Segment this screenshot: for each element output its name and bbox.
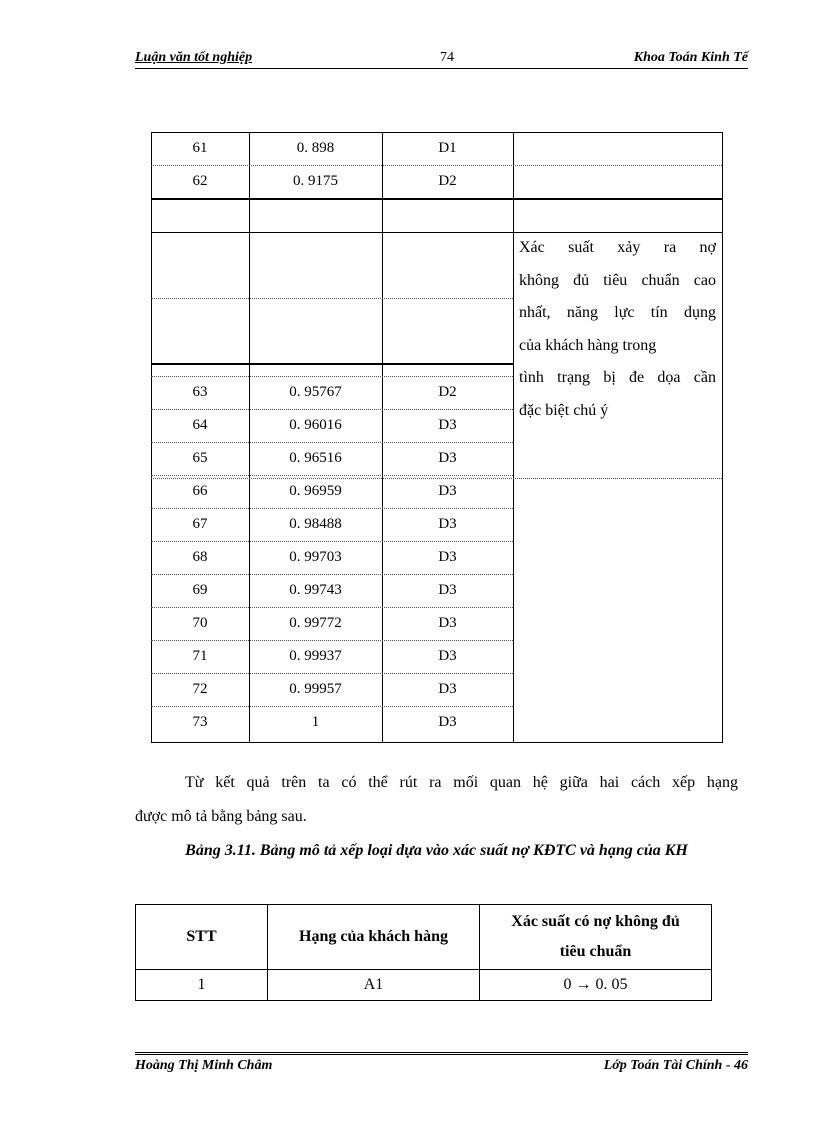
body-paragraph-line: Từ kết quả trên ta có thể rút ra mối quan hệ giữa hai cách xếp hạng: [185, 774, 738, 791]
header-cell: [480, 905, 712, 970]
table-cell-prob: 0. 96016: [289, 417, 342, 433]
table-caption: Bảng 3.11. Bảng mô tả xếp loại dựa vào xác suất nợ KĐTC và hạng của KH: [185, 842, 688, 859]
row-divider: [151, 742, 722, 743]
table-cell-prob: 1: [311, 714, 320, 730]
table-cell-grade: D3: [438, 582, 457, 598]
row-divider: [151, 673, 513, 674]
row-divider: [151, 541, 513, 542]
table-row: [136, 970, 712, 1001]
table-cell-grade: D1: [438, 140, 457, 156]
page-header: [135, 50, 748, 70]
header-cell-line: Xác suất có nợ không đủ: [511, 913, 680, 930]
row-divider: [151, 442, 513, 443]
row-divider: [151, 574, 513, 575]
table-cell: 0 → 0. 05: [480, 970, 712, 1001]
risk-description-line: không đủ tiêu chuẩn cao: [519, 271, 716, 289]
row-divider: [151, 475, 513, 476]
row-divider: [151, 706, 513, 707]
table-cell-no: 73: [192, 714, 208, 730]
table-cell-grade: D3: [438, 483, 457, 499]
header-faculty: Khoa Toán Kinh Tế: [633, 50, 748, 65]
footer-class: Lớp Toán Tài Chính - 46: [603, 1058, 748, 1073]
table-cell-grade: D3: [438, 516, 457, 532]
table-cell-no: 61: [192, 140, 208, 156]
table-cell-prob: 0. 99957: [289, 681, 342, 697]
risk-description: [519, 232, 716, 428]
table-cell-grade: D2: [438, 173, 457, 189]
table-cell-grade: D3: [438, 714, 457, 730]
footer-rule: [135, 1052, 748, 1055]
table-cell-no: 69: [192, 582, 208, 598]
row-divider: [151, 478, 722, 479]
header-thesis-title: Luận văn tốt nghiệp: [135, 50, 253, 65]
table-cell-no: 65: [192, 450, 208, 466]
table-cell-grade: D3: [438, 681, 457, 697]
header-cell: Hạng của khách hàng: [268, 905, 480, 970]
table-cell: A1: [268, 970, 480, 1001]
body-paragraph-line: được mô tả bằng bảng sau.: [135, 808, 307, 825]
page-footer: [135, 1058, 748, 1078]
table-cell-prob: 0. 96959: [289, 483, 342, 499]
classification-table: [135, 904, 712, 1001]
table-cell-prob: 0. 98488: [289, 516, 342, 532]
grade-table: [151, 132, 723, 743]
table-border: [722, 132, 723, 743]
row-divider: [151, 409, 513, 410]
table-cell: 1: [136, 970, 268, 1001]
table-cell-grade: D3: [438, 417, 457, 433]
table-cell-prob: 0. 99743: [289, 582, 342, 598]
table-cell-no: 71: [192, 648, 208, 664]
table-cell-grade: D3: [438, 615, 457, 631]
table-cell-no: 63: [192, 384, 208, 400]
table-cell-no: 67: [192, 516, 208, 532]
table-cell-no: 66: [192, 483, 208, 499]
risk-description-line: tình trạng bị đe dọa cần: [519, 369, 716, 387]
footer-author: Hoàng Thị Minh Châm: [135, 1058, 273, 1073]
header-cell-line: tiêu chuẩn: [559, 943, 632, 960]
row-divider: [151, 607, 513, 608]
table-cell-grade: D3: [438, 549, 457, 565]
risk-description-line: nhất, năng lực tín dụng: [519, 304, 716, 322]
table-cell-prob: 0. 99937: [289, 648, 342, 664]
risk-description-line: Xác suất xảy ra nợ: [519, 239, 716, 256]
table-header-row: [136, 905, 712, 970]
row-divider: [151, 640, 513, 641]
row-divider: [151, 298, 513, 299]
row-divider: [151, 198, 722, 200]
table-cell-no: 62: [192, 173, 208, 189]
page-number: 74: [440, 50, 454, 65]
row-divider: [151, 363, 513, 365]
table-cell-prob: 0. 9175: [293, 173, 338, 189]
row-divider: [151, 232, 722, 233]
table-cell-grade: D3: [438, 648, 457, 664]
table-cell-grade: D3: [438, 450, 457, 466]
table-cell-no: 70: [192, 615, 208, 631]
column-divider: [513, 132, 514, 743]
table-cell-prob: 0. 99703: [289, 549, 342, 565]
table-cell-prob: 0. 99772: [289, 615, 342, 631]
table-cell-no: 68: [192, 549, 208, 565]
risk-description-line: của khách hàng trong: [519, 336, 657, 354]
risk-description-line: đặc biệt chú ý: [519, 401, 609, 419]
header-rule: [135, 68, 748, 69]
table-cell-grade: D2: [438, 384, 457, 400]
header-cell: STT: [136, 905, 268, 970]
table-cell-no: 72: [192, 681, 208, 697]
table-cell-no: 64: [192, 417, 208, 433]
table-cell-prob: 0. 96516: [289, 450, 342, 466]
row-divider: [151, 508, 513, 509]
table-cell-prob: 0. 898: [296, 140, 335, 156]
table-cell-prob: 0. 95767: [289, 384, 342, 400]
